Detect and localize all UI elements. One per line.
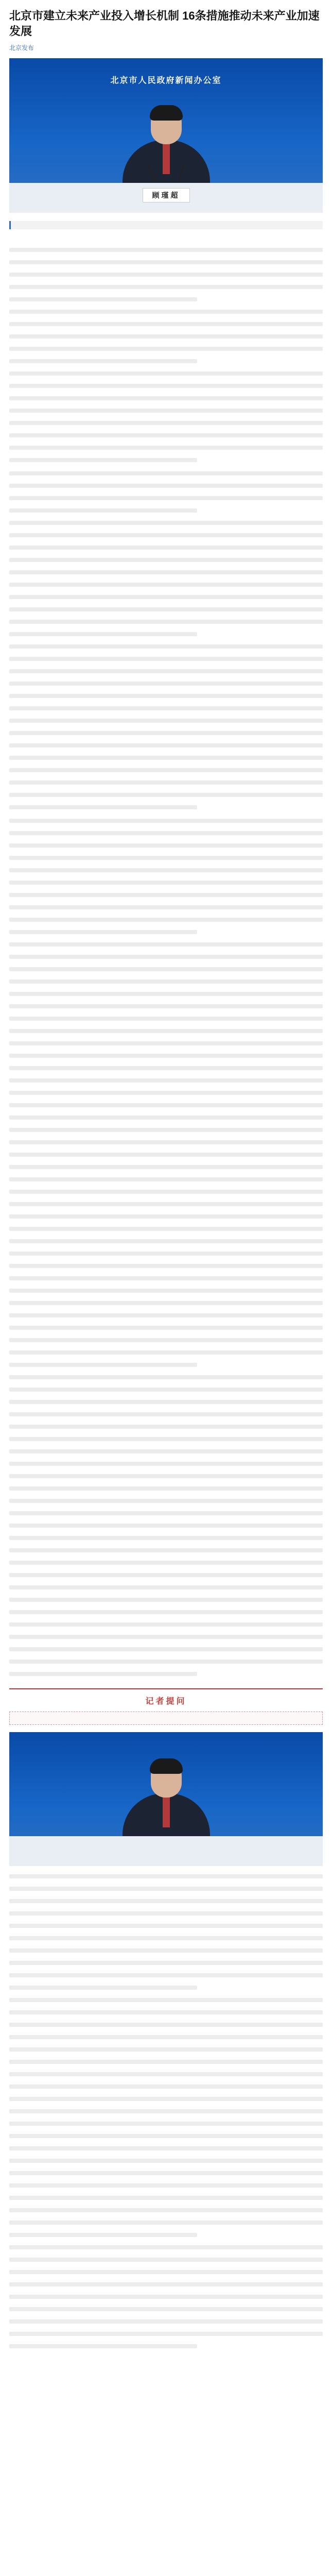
section-body-3: [0, 819, 332, 1676]
photo-banner-cn: 北京市人民政府新闻办公室: [110, 76, 222, 85]
photo-caption: [9, 221, 323, 229]
article-meta: [0, 43, 332, 58]
press-conference-photo-2: [9, 1732, 323, 1866]
section-body-1: [0, 248, 332, 462]
speaker-hair: [150, 105, 183, 121]
article-title: 北京市建立未来产业投入增长机制 16条措施推动未来产业加速发展: [9, 9, 320, 38]
speaker-figure: [123, 107, 210, 184]
qa-question-box: [9, 1711, 323, 1725]
speaker-tie: [163, 143, 170, 174]
speaker-nameplate: 顾瑾超: [143, 188, 190, 202]
section-body-2: [0, 471, 332, 809]
article-source[interactable]: 北京发布: [9, 44, 34, 52]
photo-credit: [0, 213, 332, 221]
speaker-tie-2: [163, 1797, 170, 1827]
speaker-desk-2: [9, 1836, 323, 1866]
speaker-hair-2: [150, 1758, 183, 1774]
press-conference-photo: [9, 58, 323, 213]
answer-body: [0, 1874, 332, 2348]
speaker-figure-2: [123, 1760, 210, 1838]
photo-banner: [9, 72, 323, 86]
qa-section-heading: 记者提问: [9, 1688, 323, 1706]
spacer: [0, 229, 332, 239]
